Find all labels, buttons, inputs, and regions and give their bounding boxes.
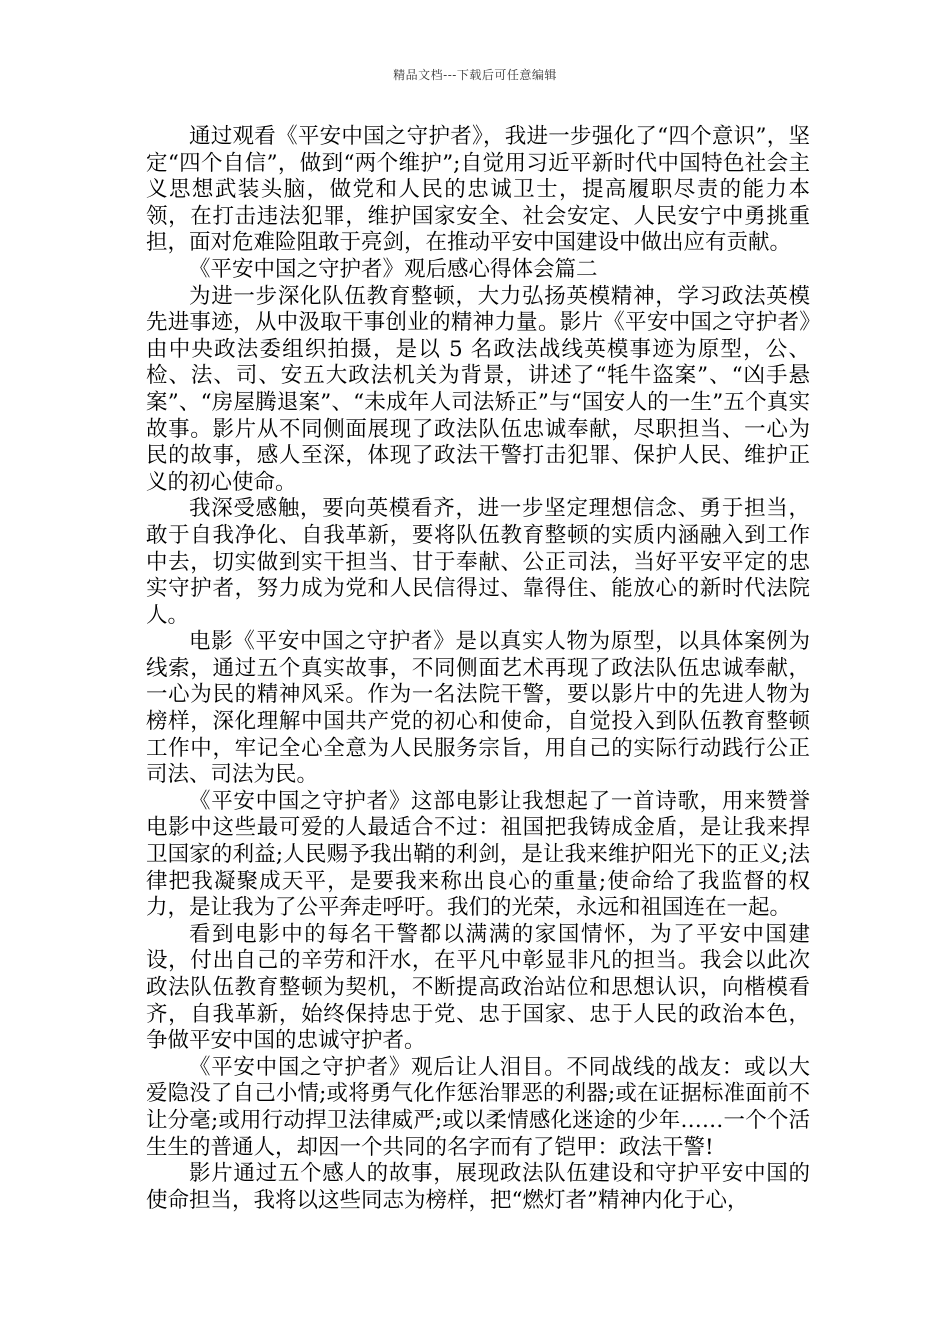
document-body <box>146 124 810 1214</box>
section-title: 《平安中国之守护者》观后感心得体会篇二 <box>189 256 598 282</box>
paragraph: 《平安中国之守护者》观后让人泪目。不同战线的战友：或以大爱隐没了自己小情;或将勇气化作惩治罪恶的利器;或在证据标准面前不让分毫;或用行动捍卫法律威严;或以柔情感化迷途的少年……一个个活生生的普通人，却因一个共同的名字而有了铠甲：政法干警! <box>146 1054 810 1160</box>
paragraph: 通过观看《平安中国之守护者》，我进一步强化了“四个意识”，坚定“四个自信”，做到“两个维护”;自觉用习近平新时代中国特色社会主义思想武装头脑，做党和人民的忠诚卫士，提高履职尽责的能力本领，在打击违法犯罪，维护国家安全、社会安定、人民安宁中勇挑重担，面对危难险阻敢于亮剑，在推动平安中国建设中做出应有贡献。 <box>146 124 810 256</box>
page-header: 精品文档---下载后可任意编辑 <box>393 68 557 82</box>
paragraph: 为进一步深化队伍教育整顿，大力弘扬英模精神，学习政法英模先进事迹，从中汲取干事创业的精神力量。影片《平安中国之守护者》由中央政法委组织拍摄，是以 5 名政法战线英模事迹为原型，公、检、法、司、安五大政法机关为背景，讲述了“牦牛盗案”、“凶手悬案”、“房屋腾退案”、“未成年人司法矫正”与“国安人的一生”五个真实故事。影片从不同侧面展现了政法队伍忠诚奉献，尽职担当、一心为民的故事，感人至深，体现了政法干警打击犯罪、保护人民、维护正义的初心使命。 <box>146 283 810 495</box>
paragraph: 影片通过五个感人的故事，展现政法队伍建设和守护平安中国的使命担当，我将以这些同志为榜样，把“燃灯者”精神内化于心， <box>146 1161 810 1213</box>
paragraph: 我深受感触，要向英模看齐，进一步坚定理想信念、勇于担当，敢于自我净化、自我革新，要将队伍教育整顿的实质内涵融入到工作中去，切实做到实干担当、甘于奉献、公正司法，当好平安平定的忠实守护者，努力成为党和人民信得过、靠得住、能放心的新时代法院人。 <box>146 496 810 628</box>
paragraph: 电影《平安中国之守护者》是以真实人物为原型，以具体案例为线索，通过五个真实故事，不同侧面艺术再现了政法队伍忠诚奉献，一心为民的精神风采。作为一名法院干警，要以影片中的先进人物为榜样，深化理解中国共产党的初心和使命，自觉投入到队伍教育整顿工作中，牢记全心全意为人民服务宗旨，用自己的实际行动践行公正司法、司法为民。 <box>146 629 810 788</box>
paragraph: 《平安中国之守护者》这部电影让我想起了一首诗歌，用来赞誉电影中这些最可爱的人最适合不过：祖国把我铸成金盾，是让我来捍卫国家的利益;人民赐予我出鞘的利剑，是让我来维护阳光下的正义;法律把我凝聚成天平，是要我来称出良心的重量;使命给了我监督的权力，是让我为了公平奔走呼吁。我们的光荣，永远和祖国连在一起。 <box>146 788 810 921</box>
paragraph: 看到电影中的每名干警都以满满的家国情怀，为了平安中国建设，付出自己的辛劳和汗水，在平凡中彰显非凡的担当。我会以此次政法队伍教育整顿为契机，不断提高政治站位和思想认识，向楷模看齐，自我革新，始终保持忠于党、忠于国家、忠于人民的政治本色，争做平安中国的忠诚守护者。 <box>146 921 810 1054</box>
